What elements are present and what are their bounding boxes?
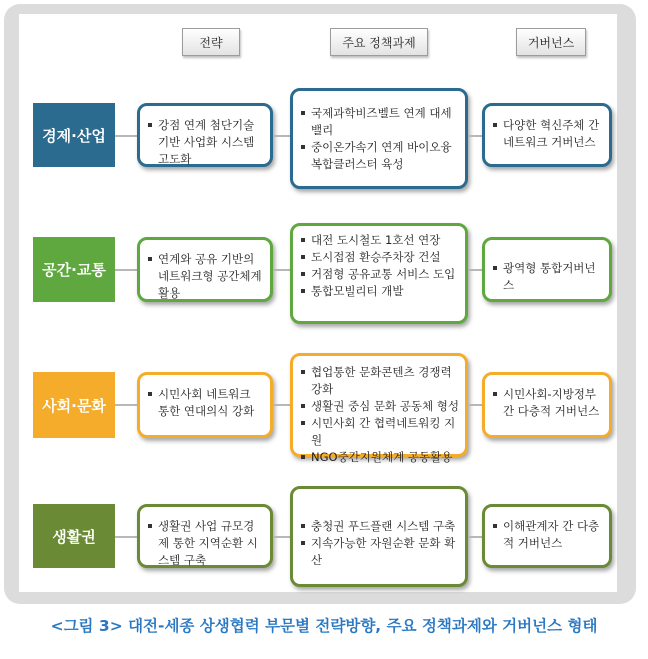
tasks-box-living	[290, 486, 468, 587]
tasks-box-space	[290, 223, 468, 324]
task-item: 협업통한 문화콘텐츠 경쟁력 강화	[300, 364, 459, 398]
task-item: 생활권 중심 문화 공동체 형성	[300, 398, 459, 415]
arrow-connector	[273, 536, 290, 538]
task-item: 국제과학비즈벨트 연계 대세밸리	[300, 105, 459, 139]
governance-item: 시민사회-지방정부간 다층적 거버넌스	[492, 386, 603, 420]
arrow-connector	[273, 135, 290, 137]
task-item: 시민사회 간 협력네트워킹 지원	[300, 415, 459, 449]
figure-caption: <그림 3> 대전-세종 상생협력 부문별 전략방향, 주요 정책과제와 거버넌스 형태	[50, 617, 598, 635]
arrow-connector	[115, 269, 137, 271]
task-item: 충청권 푸드플랜 시스템 구축	[300, 518, 459, 535]
arrow-connector	[115, 135, 137, 137]
strategy-item: 생활권 사업 규모경제 통한 지역순환 시스템 구축	[147, 518, 264, 569]
header-strategy: 전략	[182, 28, 240, 56]
arrow-connector	[115, 536, 137, 538]
task-item: 거점형 공유교통 서비스 도입	[300, 266, 459, 283]
arrow-connector	[468, 536, 482, 538]
arrow-connector	[115, 404, 137, 406]
strategy-box-society	[137, 372, 273, 438]
task-item: 대전 도시철도 1호선 연장	[300, 232, 459, 249]
category-economy: 경제·산업	[33, 103, 115, 167]
header-governance: 거버넌스	[516, 28, 586, 56]
header-tasks: 주요 정책과제	[330, 28, 428, 56]
governance-box-space	[482, 237, 612, 302]
task-item: 도시접점 환승주차장 건설	[300, 249, 459, 266]
governance-item: 이해관계자 간 다층적 거버넌스	[492, 518, 603, 552]
governance-item: 다양한 혁신주체 간 네트워크 거버넌스	[492, 117, 603, 151]
task-item: 지속가능한 자원순환 문화 확산	[300, 535, 459, 569]
arrow-connector	[468, 404, 482, 406]
governance-item: 광역형 통합거버넌스	[492, 260, 603, 294]
arrow-connector	[273, 269, 290, 271]
strategy-item: 시민사회 네트워크 통한 연대의식 강화	[147, 386, 264, 420]
governance-box-economy	[482, 103, 612, 167]
strategy-box-space	[137, 237, 273, 302]
category-space-transport: 공간·교통	[33, 237, 115, 302]
category-living-zone: 생활권	[33, 504, 115, 568]
task-item: 중이온가속기 연계 바이오융복합클러스터 육성	[300, 139, 459, 173]
tasks-box-society	[290, 353, 468, 464]
governance-box-society	[482, 372, 612, 438]
task-item: NGO중간지원체계 공동활용	[300, 449, 459, 466]
arrow-connector	[273, 404, 290, 406]
strategy-box-economy	[137, 103, 273, 167]
task-item: 통합모빌리티 개발	[300, 283, 459, 300]
strategy-item: 연계와 공유 기반의 네트워크형 공간체계 활용	[147, 251, 264, 302]
strategy-box-living	[137, 504, 273, 568]
arrow-connector	[468, 135, 482, 137]
category-society-culture: 사회·문화	[33, 372, 115, 438]
strategy-item: 강점 연계 첨단기술 기반 사업화 시스템 고도화	[147, 117, 264, 168]
arrow-connector	[468, 269, 482, 271]
tasks-box-economy	[290, 88, 468, 189]
governance-box-living	[482, 504, 612, 568]
